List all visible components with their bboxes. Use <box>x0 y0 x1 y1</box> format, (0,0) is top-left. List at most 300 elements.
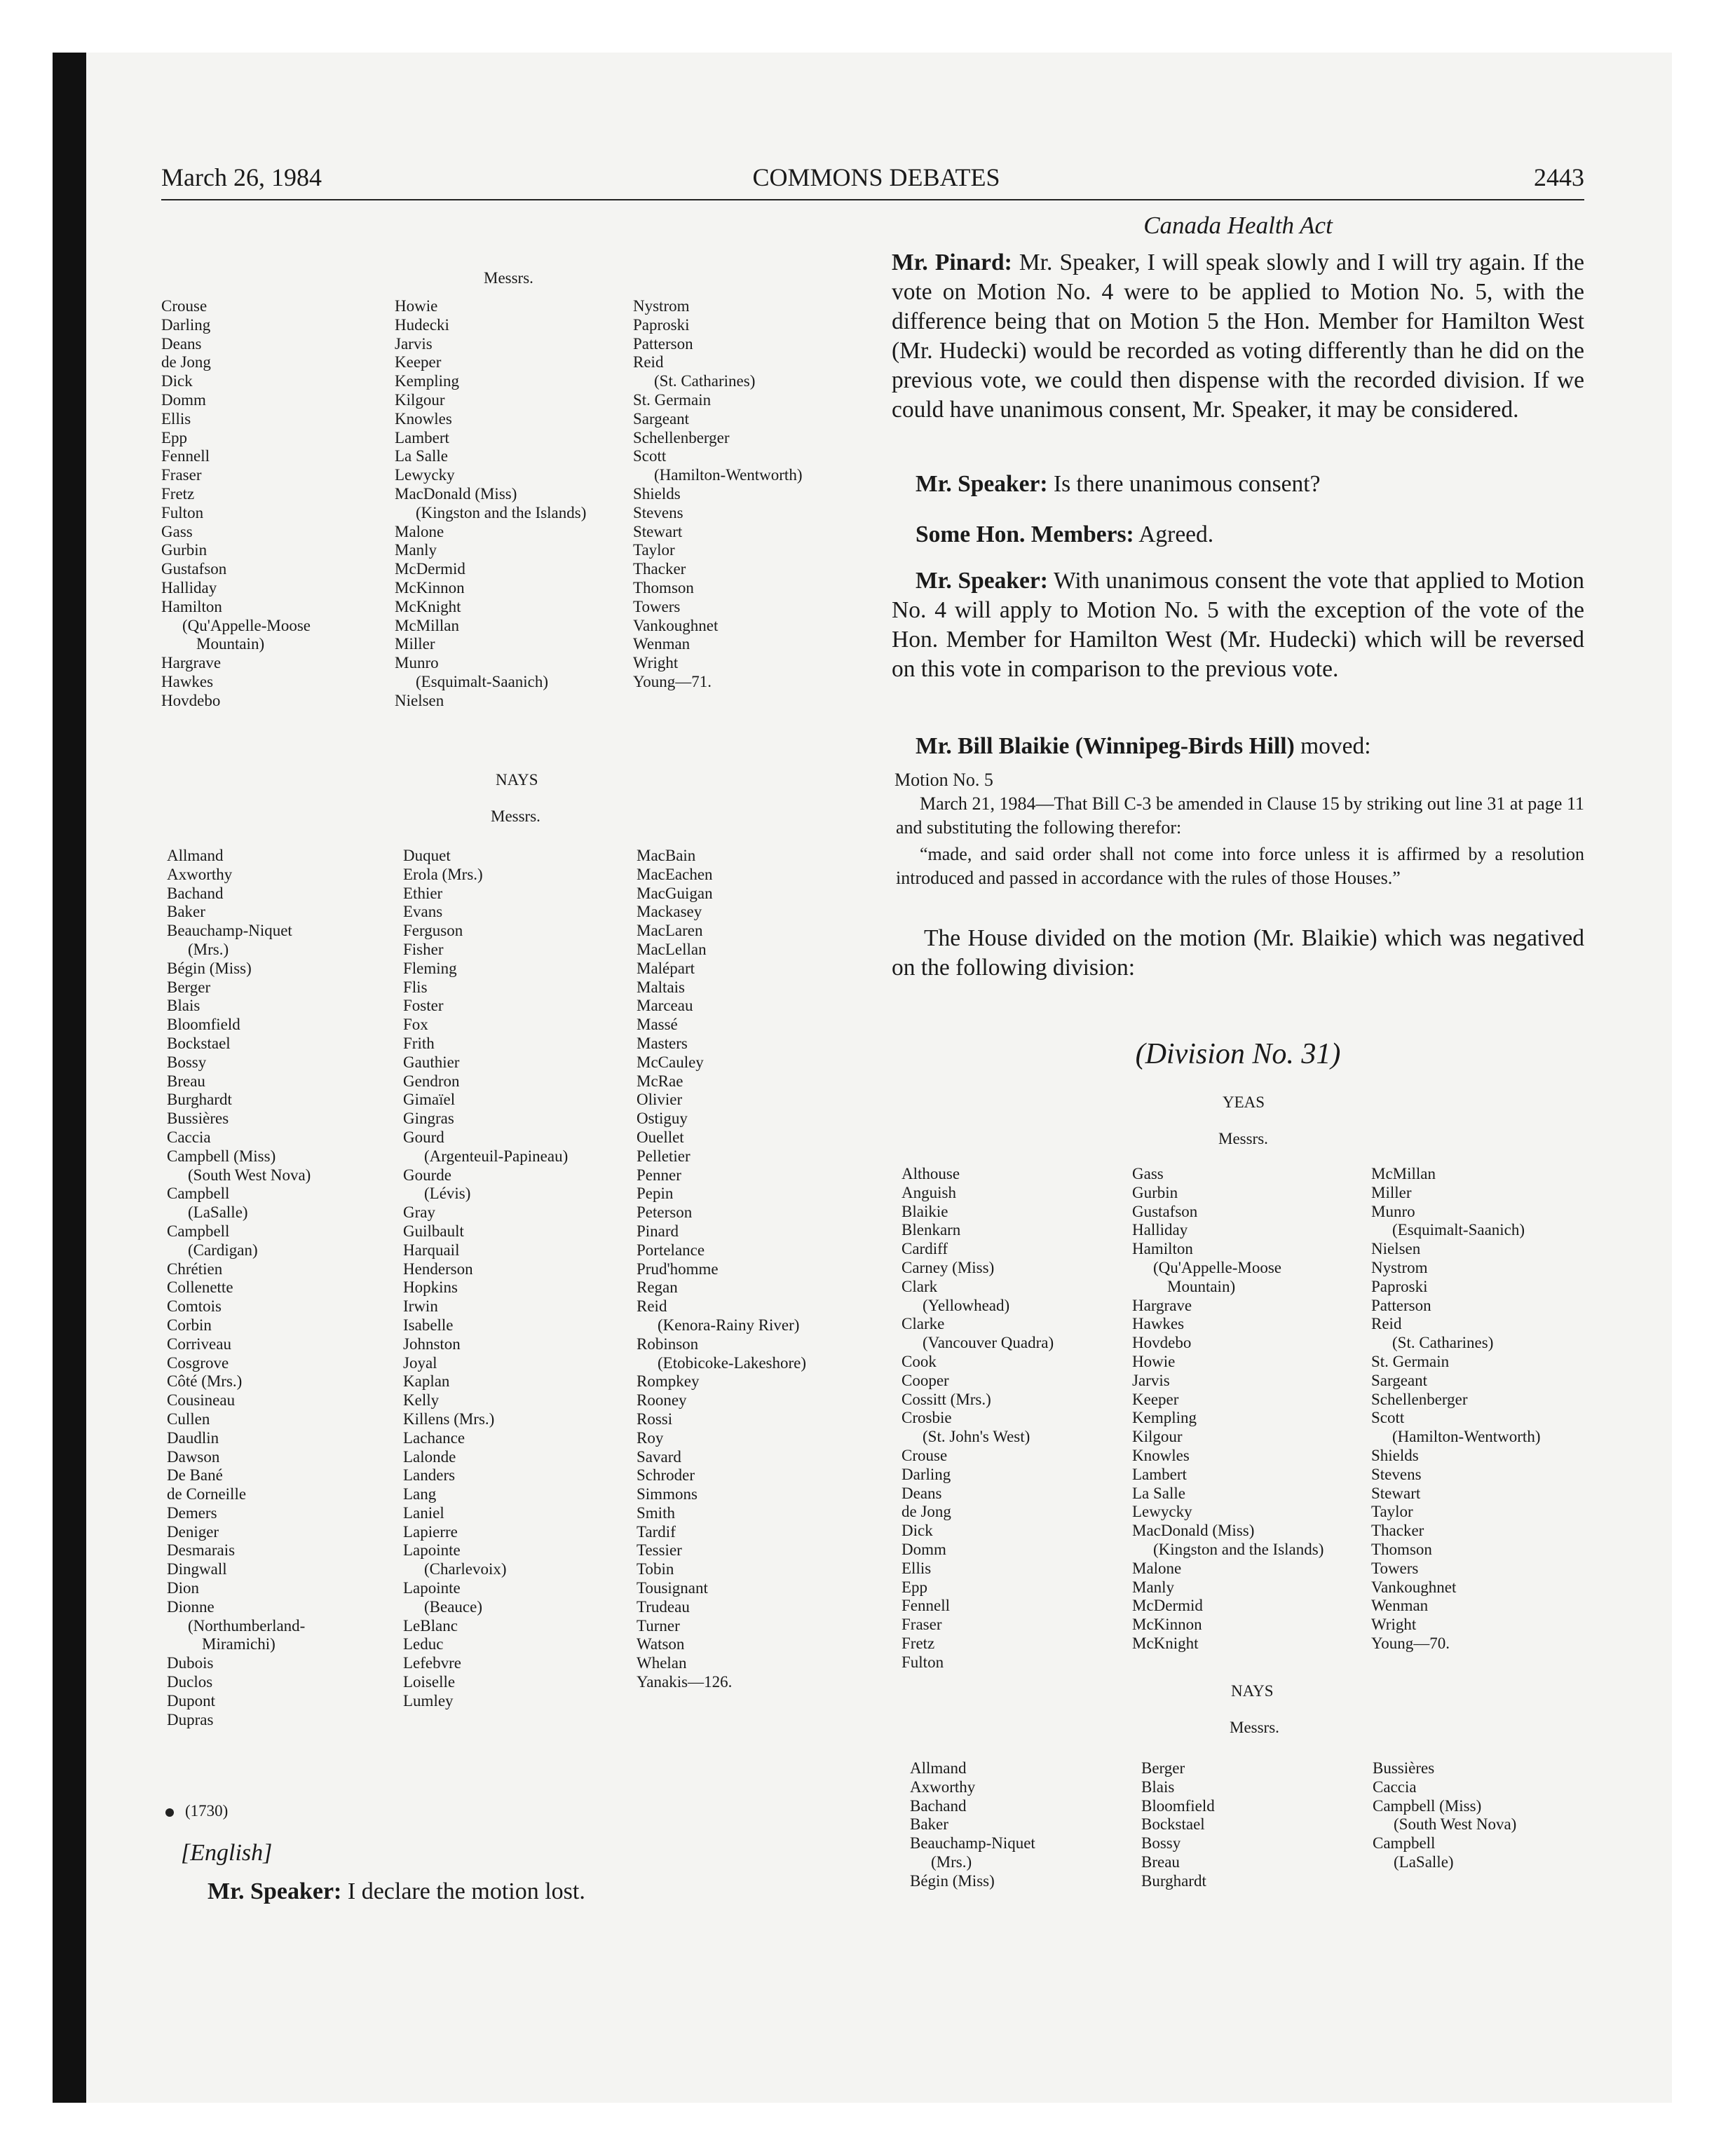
member-name: Desmarais <box>167 1541 236 1560</box>
member-name: LeBlanc <box>403 1616 458 1635</box>
member-name: Hawkes <box>161 672 214 690</box>
member-name: Allmand <box>910 1759 967 1777</box>
member-name: Blais <box>167 997 200 1015</box>
member-name: McKinnon <box>395 578 465 596</box>
time-marker <box>165 1802 228 1820</box>
member-name: Thacker <box>1371 1522 1424 1540</box>
member-name: (St. Catharines) <box>1392 1334 1494 1352</box>
member-name: MacDonald (Miss) <box>395 484 517 503</box>
member-name: Bossy <box>1141 1834 1181 1853</box>
member-name: Whelan <box>637 1654 687 1672</box>
member-name: Gendron <box>403 1072 460 1090</box>
member-name: Berger <box>1141 1759 1185 1777</box>
member-name: Côté (Mrs.) <box>167 1372 243 1391</box>
member-name: Fisher <box>403 940 444 958</box>
division-nays-column-2 <box>1141 1759 1215 1891</box>
member-name: McMillan <box>1371 1165 1436 1182</box>
member-name: (Qu'Appelle-Moose <box>182 616 311 634</box>
member-name: Regan <box>637 1278 678 1297</box>
member-name: (Kingston and the Islands) <box>1153 1540 1324 1558</box>
member-name: Campbell <box>167 1185 230 1203</box>
member-name: Portelance <box>637 1241 705 1259</box>
member-name: Gustafson <box>161 560 227 578</box>
nays-messrs-label: Messrs. <box>491 807 540 825</box>
nays-heading: NAYS <box>1231 1682 1274 1700</box>
member-name: (South West Nova) <box>1394 1815 1517 1834</box>
member-name: Isabelle <box>403 1316 454 1334</box>
division-yeas-column-1 <box>901 1165 1054 1672</box>
member-name: Lang <box>403 1485 437 1503</box>
member-name: Ferguson <box>403 922 463 940</box>
member-name: Duquet <box>403 847 451 864</box>
member-name: Chrétien <box>167 1260 223 1278</box>
member-name: Tessier <box>637 1541 682 1560</box>
member-name: Schellenberger <box>633 428 730 446</box>
member-name: Lachance <box>403 1428 465 1447</box>
member-name: Gray <box>403 1203 435 1222</box>
speaker-name: Mr. Speaker: <box>207 1878 342 1904</box>
member-name: Lambert <box>1132 1465 1187 1483</box>
member-name: (Hamilton-Wentworth) <box>1392 1428 1541 1446</box>
nays-names-column-2 <box>403 847 568 1711</box>
member-name: Beauchamp-Niquet <box>167 922 292 940</box>
member-name: Duclos <box>167 1673 213 1691</box>
member-name: Scott <box>1371 1409 1405 1427</box>
member-name: Shields <box>1371 1446 1419 1464</box>
member-name: Jarvis <box>1132 1371 1170 1389</box>
member-name: MacDonald (Miss) <box>1132 1522 1255 1540</box>
member-name: Knowles <box>395 409 452 428</box>
member-name: Robinson <box>637 1335 699 1353</box>
nays-names-column-3 <box>637 847 806 1692</box>
member-name: Stewart <box>1371 1484 1421 1502</box>
member-name: Turner <box>637 1616 680 1635</box>
member-name: (Etobicoke-Lakeshore) <box>658 1353 807 1372</box>
member-name: Wenman <box>1371 1597 1429 1615</box>
member-name: Daudlin <box>167 1428 219 1447</box>
member-name: Reid <box>1371 1315 1402 1333</box>
member-name: Miramichi) <box>202 1635 275 1653</box>
member-name: Darling <box>161 315 211 334</box>
member-name: Harquail <box>403 1241 460 1259</box>
member-name: Howie <box>1132 1352 1176 1370</box>
member-name: Cosgrove <box>167 1353 229 1372</box>
member-name: Fennell <box>161 447 210 465</box>
member-name: (Kingston and the Islands) <box>416 503 587 521</box>
member-name: Deans <box>901 1484 942 1502</box>
member-name: Ellis <box>901 1559 932 1577</box>
member-name: Collenette <box>167 1278 233 1297</box>
member-name: Hamilton <box>1132 1240 1193 1258</box>
paragraph-members-agreed <box>892 520 1584 550</box>
member-name: (Lévis) <box>424 1185 471 1203</box>
member-name: Bussières <box>167 1110 229 1128</box>
member-name: Thomson <box>633 578 694 596</box>
member-name: (Argenteuil-Papineau) <box>424 1147 569 1165</box>
member-name: Tobin <box>637 1560 674 1578</box>
member-name: MacBain <box>637 847 696 864</box>
member-name: Hovdebo <box>161 691 221 709</box>
member-name: Dionne <box>167 1597 215 1616</box>
yeas-names-column-2 <box>395 297 586 711</box>
member-name: Guilbault <box>403 1222 464 1240</box>
member-name: Frith <box>403 1034 435 1052</box>
member-name: Bégin (Miss) <box>910 1871 995 1890</box>
member-name: Campbell (Miss) <box>1373 1796 1482 1815</box>
speaker-name: Mr. Pinard: <box>892 250 1012 275</box>
member-name: Watson <box>637 1635 685 1653</box>
member-name: Knowles <box>1132 1446 1190 1464</box>
member-name: Clarke <box>901 1315 945 1333</box>
member-name: Cousineau <box>167 1391 236 1410</box>
member-name: Henderson <box>403 1260 473 1278</box>
member-name: Scott <box>633 447 667 465</box>
member-name: Lewycky <box>395 466 455 484</box>
member-name: Deans <box>161 334 202 353</box>
member-name: Stewart <box>633 522 683 540</box>
scan-edge-bar <box>53 53 86 2103</box>
member-name: (LaSalle) <box>1394 1853 1454 1871</box>
member-name: Laniel <box>403 1503 444 1522</box>
member-name: Epp <box>901 1578 928 1596</box>
division-yeas-column-2 <box>1132 1165 1324 1653</box>
member-name: Blenkarn <box>901 1221 961 1239</box>
member-name: Irwin <box>403 1297 438 1316</box>
member-name: Young—71. <box>633 672 712 690</box>
member-name: Pepin <box>637 1185 674 1203</box>
member-name: Breau <box>167 1072 205 1090</box>
member-name: Epp <box>161 428 188 446</box>
member-name: Gourd <box>403 1128 444 1146</box>
member-name: Tousignant <box>637 1579 708 1597</box>
member-name: Jarvis <box>395 334 433 353</box>
member-name: Rooney <box>637 1391 687 1410</box>
member-name: Flis <box>403 978 428 996</box>
member-name: Mackasey <box>637 903 702 921</box>
nays-names-column-1 <box>167 847 311 1729</box>
division-nays-column-3 <box>1373 1759 1516 1872</box>
member-name: (South West Nova) <box>188 1166 311 1184</box>
member-name: Caccia <box>167 1128 211 1146</box>
member-name: Crouse <box>161 297 207 315</box>
member-name: Campbell <box>167 1222 230 1240</box>
member-name: McKnight <box>1132 1634 1199 1652</box>
yeas-names-column-1 <box>161 297 311 711</box>
member-name: Munro <box>395 654 439 672</box>
member-name: Towers <box>633 597 681 615</box>
member-name: Lambert <box>395 428 449 446</box>
member-name: Massé <box>637 1016 678 1034</box>
member-name: Berger <box>167 978 211 996</box>
member-name: Lapierre <box>403 1522 458 1541</box>
member-name: Mountain) <box>1167 1277 1236 1295</box>
member-name: Lapointe <box>403 1579 461 1597</box>
member-name: Ethier <box>403 884 443 902</box>
division-title: (Division No. 31) <box>1135 1038 1341 1070</box>
member-name: Fulton <box>161 503 204 521</box>
member-name: Wright <box>1371 1616 1417 1634</box>
member-name: Kilgour <box>395 390 445 409</box>
nays-heading: NAYS <box>496 771 538 789</box>
member-name: Killens (Mrs.) <box>403 1410 495 1428</box>
member-name: Schroder <box>637 1466 695 1485</box>
member-name: Thacker <box>633 560 686 578</box>
member-name: Demers <box>167 1503 217 1522</box>
member-name: Ellis <box>161 409 191 428</box>
member-name: Malone <box>1132 1559 1182 1577</box>
member-name: Gass <box>161 522 193 540</box>
member-name: Johnston <box>403 1335 461 1353</box>
member-name: Dick <box>161 372 193 390</box>
member-name: Joyal <box>403 1353 437 1372</box>
member-name: Paproski <box>633 315 690 334</box>
member-name: Fulton <box>901 1653 944 1671</box>
member-name: Baker <box>167 903 205 921</box>
member-name: Nystrom <box>633 297 690 315</box>
member-name: Burghardt <box>167 1091 232 1109</box>
member-name: Bockstael <box>1141 1815 1205 1834</box>
member-name: Sargeant <box>633 409 690 428</box>
member-name: Rossi <box>637 1410 673 1428</box>
member-name: Kelly <box>403 1391 440 1410</box>
member-name: Fox <box>403 1016 428 1034</box>
paragraph-pinard <box>892 248 1584 425</box>
member-name: Hawkes <box>1132 1315 1185 1333</box>
member-name: Thomson <box>1371 1540 1432 1558</box>
member-name: Domm <box>901 1540 946 1558</box>
member-name: Anguish <box>901 1183 956 1201</box>
member-name: Loiselle <box>403 1673 456 1691</box>
member-name: Taylor <box>1371 1503 1413 1521</box>
section-title: Canada Health Act <box>1143 212 1333 239</box>
member-name: Nielsen <box>395 691 444 709</box>
member-name: Roy <box>637 1428 664 1447</box>
member-name: (Charlevoix) <box>424 1560 507 1578</box>
member-name: Clark <box>901 1277 938 1295</box>
member-name: Campbell (Miss) <box>167 1147 276 1165</box>
member-name: (Northumberland- <box>188 1616 306 1635</box>
paragraph-text: Is there unanimous consent? <box>1047 471 1321 497</box>
member-name: Lalonde <box>403 1447 456 1466</box>
motion-body: March 21, 1984—That Bill C-3 be amended in Clause 15 by striking out line 31 at page 11 and substituting the following therefor: <box>896 793 1584 838</box>
member-name: Patterson <box>633 334 693 353</box>
paragraph-speaker-question <box>892 470 1584 499</box>
header-page-number: 2443 <box>1534 163 1584 191</box>
nays-messrs-label: Messrs. <box>1230 1719 1279 1736</box>
member-name: Fleming <box>403 959 457 977</box>
member-name: La Salle <box>1132 1484 1185 1502</box>
member-name: Crosbie <box>901 1409 952 1427</box>
member-name: Mountain) <box>196 635 265 653</box>
member-name: Shields <box>633 484 681 503</box>
member-name: Dingwall <box>167 1560 227 1578</box>
member-name: Allmand <box>167 847 224 864</box>
division-nays-column-1 <box>910 1759 1035 1891</box>
paragraph-division-intro: The House divided on the motion (Mr. Blaikie) which was negatived on the following division: <box>892 925 1584 981</box>
member-name: Bloomfield <box>167 1016 240 1034</box>
member-name: Trudeau <box>637 1597 690 1616</box>
member-name: Kempling <box>1132 1409 1197 1427</box>
member-name: Bockstael <box>167 1034 231 1052</box>
time-marker-text: (1730) <box>185 1802 229 1820</box>
member-name: Axworthy <box>910 1778 976 1796</box>
member-name: Gustafson <box>1132 1202 1198 1220</box>
member-name: Dion <box>167 1579 199 1597</box>
member-name: Campbell <box>1373 1834 1436 1853</box>
member-name: Blais <box>1141 1778 1175 1796</box>
member-name: Fennell <box>901 1597 950 1615</box>
member-name: Fraser <box>901 1616 942 1634</box>
member-name: Masters <box>637 1034 688 1052</box>
member-name: Cullen <box>167 1410 210 1428</box>
bullet-icon <box>165 1808 174 1817</box>
member-name: Caccia <box>1373 1778 1417 1796</box>
member-name: Cook <box>901 1352 937 1370</box>
member-name: (Hamilton-Wentworth) <box>654 466 803 484</box>
member-name: Kempling <box>395 372 459 390</box>
member-name: de Jong <box>161 353 211 371</box>
member-name: Stevens <box>633 503 683 521</box>
member-name: (St. John's West) <box>923 1428 1030 1446</box>
member-name: Smith <box>637 1503 675 1522</box>
paragraph-text: Agreed. <box>1134 521 1214 547</box>
member-name: Baker <box>910 1815 948 1834</box>
member-name: (Esquimalt-Saanich) <box>1392 1221 1525 1239</box>
member-name: McDermid <box>1132 1597 1203 1615</box>
member-name: (Mrs.) <box>188 940 229 958</box>
member-name: La Salle <box>395 447 448 465</box>
paragraph-text: moved: <box>1294 733 1371 759</box>
member-name: Axworthy <box>167 865 233 883</box>
member-name: Halliday <box>161 578 217 596</box>
member-name: (Kenora-Rainy River) <box>658 1316 800 1334</box>
member-name: Breau <box>1141 1853 1180 1871</box>
member-name: Hargrave <box>161 654 222 672</box>
member-name: (LaSalle) <box>188 1203 248 1222</box>
member-name: Lumley <box>403 1691 454 1710</box>
member-name: Dupras <box>167 1710 214 1728</box>
member-name: St. Germain <box>1371 1352 1450 1370</box>
language-marker: [English] <box>181 1840 273 1866</box>
member-name: Dubois <box>167 1654 214 1672</box>
member-name: McKnight <box>395 597 461 615</box>
member-name: Crouse <box>901 1446 948 1464</box>
member-name: Olivier <box>637 1091 683 1109</box>
member-name: Blaikie <box>901 1202 948 1220</box>
member-name: Vankoughnet <box>633 616 719 634</box>
member-name: Gurbin <box>1132 1183 1178 1201</box>
member-name: Leduc <box>403 1635 444 1653</box>
member-name: Kaplan <box>403 1372 450 1391</box>
member-name: Wright <box>633 654 679 672</box>
member-name: Marceau <box>637 997 693 1015</box>
paragraph-speaker-ruling <box>892 566 1584 684</box>
member-name: Penner <box>637 1166 681 1184</box>
member-name: Prud'homme <box>637 1260 719 1278</box>
member-name: Nielsen <box>1371 1240 1421 1258</box>
header-rule <box>161 199 1584 200</box>
member-name: Ostiguy <box>637 1110 688 1128</box>
member-name: Corriveau <box>167 1335 231 1353</box>
member-name: Paproski <box>1371 1277 1428 1295</box>
member-name: Hamilton <box>161 597 222 615</box>
header-date: March 26, 1984 <box>161 163 322 191</box>
member-name: Domm <box>161 390 206 409</box>
member-name: (Mrs.) <box>931 1853 972 1871</box>
member-name: Malépart <box>637 959 695 977</box>
member-name: Taylor <box>633 541 675 559</box>
member-name: (Beauce) <box>424 1597 482 1616</box>
member-name: Pelletier <box>637 1147 690 1165</box>
member-name: Manly <box>395 541 437 559</box>
member-name: Pinard <box>637 1222 679 1240</box>
member-name: Schellenberger <box>1371 1390 1468 1408</box>
member-name: Bossy <box>167 1053 207 1071</box>
member-name: Hudecki <box>395 315 449 334</box>
member-name: McKinnon <box>1132 1616 1202 1634</box>
mover-name: Mr. Bill Blaikie (Winnipeg-Birds Hill) <box>916 733 1295 759</box>
member-name: Nystrom <box>1371 1258 1428 1276</box>
member-name: Miller <box>395 635 435 653</box>
member-name: Young—70. <box>1371 1634 1450 1652</box>
division-yeas-column-3 <box>1371 1165 1540 1653</box>
member-name: St. Germain <box>633 390 712 409</box>
member-name: Deniger <box>167 1522 219 1541</box>
member-name: Althouse <box>901 1165 960 1182</box>
member-name: Fretz <box>901 1634 935 1652</box>
member-name: Gourde <box>403 1166 451 1184</box>
member-name: Hargrave <box>1132 1296 1192 1314</box>
member-name: Malone <box>395 522 444 540</box>
member-name: Cossitt (Mrs.) <box>901 1390 991 1408</box>
member-name: Lapointe <box>403 1541 461 1560</box>
member-name: Erola (Mrs.) <box>403 865 483 883</box>
member-name: Vankoughnet <box>1371 1578 1457 1596</box>
yeas-messrs-label: Messrs. <box>1218 1130 1268 1147</box>
member-name: Stevens <box>1371 1465 1422 1483</box>
member-name: Darling <box>901 1465 951 1483</box>
paragraph-motion-mover <box>892 732 1584 761</box>
member-name: Sargeant <box>1371 1371 1428 1389</box>
member-name: Hovdebo <box>1132 1334 1192 1352</box>
member-name: Miller <box>1371 1183 1412 1201</box>
member-name: Towers <box>1371 1559 1419 1577</box>
member-name: Dawson <box>167 1447 220 1466</box>
member-name: McRae <box>637 1072 683 1090</box>
member-name: Burghardt <box>1141 1871 1206 1890</box>
member-name: MacGuigan <box>637 884 713 902</box>
member-name: Bachand <box>910 1796 967 1815</box>
member-name: Gauthier <box>403 1053 460 1071</box>
member-name: MacEachen <box>637 865 713 883</box>
member-name: Halliday <box>1132 1221 1188 1239</box>
member-name: Beauchamp-Niquet <box>910 1834 1035 1853</box>
member-name: Gimaïel <box>403 1091 456 1109</box>
member-name: Ouellet <box>637 1128 684 1146</box>
member-name: (Cardigan) <box>188 1241 258 1259</box>
motion-label: Motion No. 5 <box>894 770 993 790</box>
member-name: Lewycky <box>1132 1503 1192 1521</box>
member-name: Simmons <box>637 1485 698 1503</box>
member-name: Fraser <box>161 466 202 484</box>
member-name: Gurbin <box>161 541 207 559</box>
member-name: Reid <box>637 1297 667 1316</box>
member-name: Lefebvre <box>403 1654 461 1672</box>
yeas-names-column-3 <box>633 297 802 692</box>
member-name: Bloomfield <box>1141 1796 1215 1815</box>
member-name: MacLellan <box>637 940 707 958</box>
member-name: Hopkins <box>403 1278 458 1297</box>
